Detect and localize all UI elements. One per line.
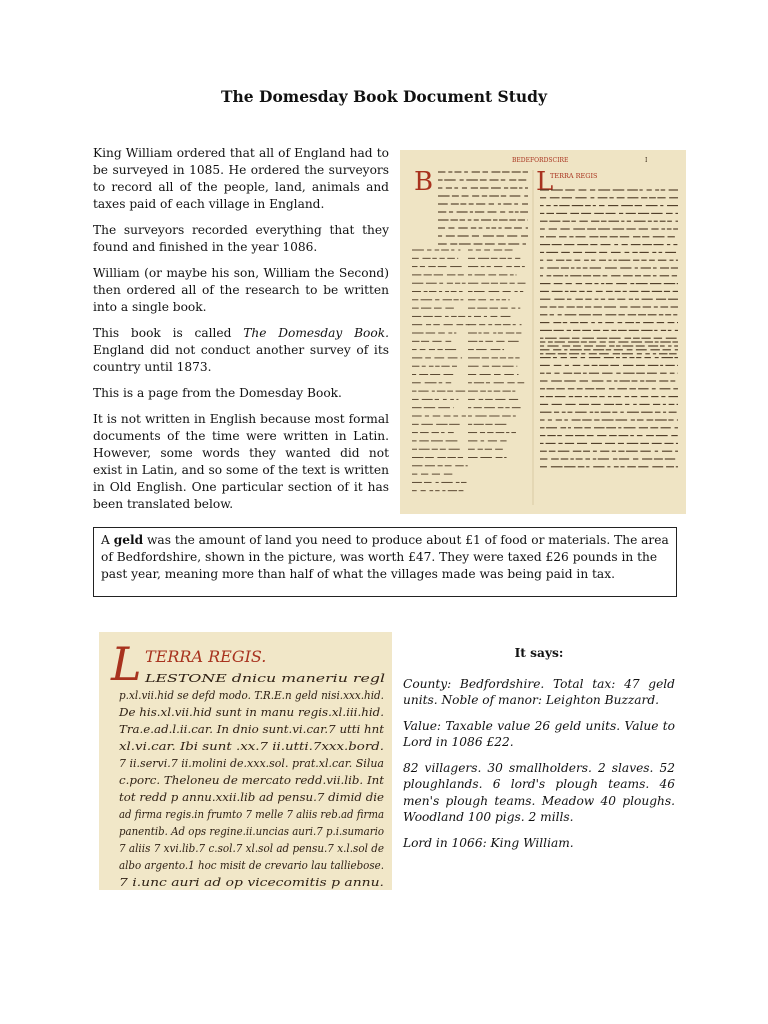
excerpt-heading: TERRA REGIS. [145, 647, 267, 666]
intro-text [93, 145, 389, 522]
translation-heading: It says: [514, 646, 564, 660]
intro-paragraph [93, 325, 389, 376]
translation-paragraph: County: Bedfordshire. Total tax: 47 geld units. Noble of manor: Leighton Buzzard. [403, 676, 675, 707]
excerpt-line: LESTONE dnicu maneriu regl [143, 671, 386, 685]
excerpt-line: albo argento.1 hoc misit de crevario lau talliebose. [119, 858, 384, 872]
excerpt-line: 7 i.unc auri ad op vicecomitis p annu. [119, 875, 384, 889]
svg-text:B: B [414, 167, 434, 197]
intro-paragraph: William (or maybe his son, William the Second) then ordered all of the research to be written into a single book. [93, 266, 389, 314]
intro-text-span: England did not conduct another survey of its country until 1873. [93, 343, 389, 374]
intro-paragraph: King William ordered that all of England had to be surveyed in 1085. He ordered the surveyors to record all of the people, land, animals and taxes paid of each village in England. [93, 146, 389, 211]
manuscript-header: BEDEFORDSCIRE [512, 157, 569, 164]
excerpt-line: ad firma regis.in frumto 7 melle 7 aliis reb.ad firma [119, 807, 385, 821]
geld-definition-box [93, 527, 677, 597]
page-title: The Domesday Book Document Study [220, 87, 548, 106]
geld-term: geld [113, 533, 144, 547]
translation-paragraph: Lord in 1066: King William. [403, 835, 574, 850]
svg-text:L: L [111, 637, 142, 691]
excerpt-line: tot redd p annu.xxii.lib ad pensu.7 dimid die [119, 790, 385, 804]
excerpt-line: 7 aliis 7 xvi.lib.7 c.sol.7 xl.sol ad pensu.7 x.l.sol de [119, 841, 385, 855]
excerpt-line: Tra.e.ad.l.ii.car. In dnio sunt.vi.car.7 utti hnt [119, 722, 385, 736]
intro-text-span: This book is called [93, 326, 244, 340]
geld-text: was the amount of land you need to produce about £1 of food or materials. The area of Bedfordshire, shown in the picture, was worth £47. They were taxed £26 pounds in the past year, meaning more than half of what the villages made was being paid in tax. [101, 533, 669, 581]
translation-paragraph: 82 villagers. 30 smallholders. 2 slaves. 52 ploughlands. 6 lord's plough teams. 46 men's plough teams. Meadow 40 ploughs. Woodland 100 pigs. 2 mills. [403, 760, 675, 824]
svg-text:I: I [645, 157, 648, 164]
manuscript-excerpt-image [99, 632, 392, 890]
geld-text: A [101, 533, 114, 547]
excerpt-line: De his.xl.vii.hid sunt in manu regis.xl.iii.hid. [117, 705, 384, 719]
translation-section [403, 645, 675, 860]
intro-paragraph: It is not written in English because most formal documents of the time were written in Latin. However, some words they wanted did not exist in Latin, and so some of the text is written in Old English. One particular section of it has been translated below. [93, 412, 389, 511]
manuscript-excerpt-drawing [99, 632, 392, 890]
translation-paragraph: Value: Taxable value 26 geld units. Value to Lord in 1086 £22. [403, 718, 675, 749]
excerpt-line: panentib. Ad ops regine.ii.uncias auri.7 p.i.sumario [119, 824, 385, 838]
domesday-page-image [400, 150, 686, 514]
excerpt-line: p.xl.vii.hid se defd modo. T.R.E.n geld nisi.xxx.hid. [119, 688, 384, 702]
excerpt-line: 7 ii.servi.7 ii.molini de.xxx.sol. prat.xl.car. Silua [119, 756, 385, 770]
excerpt-line: c.porc. Theloneu de mercato redd.vii.lib. Int [119, 773, 385, 787]
excerpt-line: xl.vi.car. Ibi sunt .xx.7 ii.utti.7xxx.bord. [119, 739, 384, 753]
intro-paragraph: The surveyors recorded everything that they found and finished in the year 1086. [93, 223, 389, 254]
svg-text:L: L [536, 167, 554, 197]
manuscript-page-drawing [400, 150, 686, 514]
manuscript-column-heading: TERRA REGIS [550, 172, 598, 180]
intro-paragraph: This is a page from the Domesday Book. [93, 386, 342, 400]
book-title: The Domesday Book. [243, 326, 389, 340]
